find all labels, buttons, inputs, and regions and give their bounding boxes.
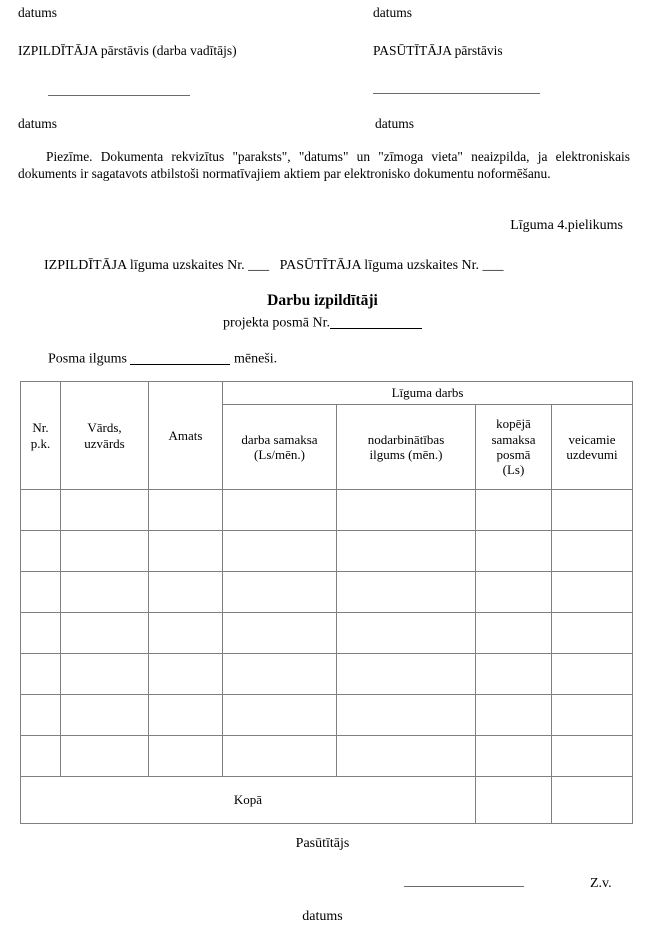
note-paragraph: Piezīme. Dokumenta rekvizītus "paraksts", "datums" un "zīmoga vieta" neaizpilda, ja elektroniskais dokuments ir sagatavots atbilstoši normatīvajiem aktiem par elektronisko dokumentu noformēšanu. <box>18 149 630 182</box>
client-footer-signature-line[interactable] <box>404 886 524 887</box>
cell-total-pay[interactable] <box>476 695 552 736</box>
th-total-pay-line1: kopējā <box>496 416 531 432</box>
cell-tasks[interactable] <box>552 736 633 777</box>
th-total-pay-line4: (Ls) <box>502 462 525 478</box>
table-group-header-row <box>21 382 633 405</box>
cell-wage[interactable] <box>223 572 337 613</box>
cell-total-pay[interactable] <box>476 531 552 572</box>
th-name-line1: Vārds, <box>87 420 122 436</box>
cell-duration[interactable] <box>337 613 476 654</box>
th-total-pay <box>476 405 552 490</box>
cell-total-pay[interactable] <box>476 736 552 777</box>
th-nr-line1: Nr. <box>32 420 49 436</box>
cell-duration[interactable] <box>337 531 476 572</box>
cell-total-pay[interactable] <box>476 613 552 654</box>
cell-nr[interactable] <box>21 736 61 777</box>
cell-position[interactable] <box>149 531 223 572</box>
table-row <box>21 613 633 654</box>
cell-position[interactable] <box>149 613 223 654</box>
cell-position[interactable] <box>149 654 223 695</box>
seal-place-label: Z.v. <box>590 876 612 891</box>
cell-nr[interactable] <box>21 654 61 695</box>
cell-position[interactable] <box>149 490 223 531</box>
stage-length-line <box>48 350 277 367</box>
cell-name[interactable] <box>61 695 149 736</box>
th-total-pay-line2: samaksa <box>491 431 536 447</box>
total-row-label: Kopā <box>21 777 476 824</box>
cell-total-pay[interactable] <box>476 654 552 695</box>
cell-position[interactable] <box>149 695 223 736</box>
stage-length-label: Posma ilgums <box>48 351 127 367</box>
cell-tasks[interactable] <box>552 572 633 613</box>
th-wage-line1: darba samaksa <box>241 431 318 447</box>
cell-wage[interactable] <box>223 490 337 531</box>
cell-name[interactable] <box>61 490 149 531</box>
cell-name[interactable] <box>61 613 149 654</box>
th-nr-line2: p.k. <box>30 435 51 451</box>
cell-nr[interactable] <box>21 695 61 736</box>
cell-tasks[interactable] <box>552 613 633 654</box>
table-row <box>21 654 633 695</box>
stage-length-unit: mēneši. <box>233 351 278 367</box>
cell-total-pay[interactable] <box>476 572 552 613</box>
cell-tasks[interactable] <box>552 654 633 695</box>
table-row <box>21 490 633 531</box>
client-representative-label: PASŪTĪTĀJA pārstāvis <box>373 43 503 58</box>
table-total-row <box>21 777 633 824</box>
cell-duration[interactable] <box>337 654 476 695</box>
cell-name[interactable] <box>61 736 149 777</box>
cell-wage[interactable] <box>223 613 337 654</box>
cell-duration[interactable] <box>337 736 476 777</box>
workers-table <box>20 381 633 824</box>
cell-nr[interactable] <box>21 531 61 572</box>
table-row <box>21 736 633 777</box>
executor-signature-line[interactable] <box>48 95 190 96</box>
executor-contract-number-field[interactable]: ___ <box>248 258 270 273</box>
total-row-tasks[interactable] <box>552 777 633 824</box>
project-stage-label: projekta posmā Nr. <box>223 315 330 331</box>
cell-total-pay[interactable] <box>476 490 552 531</box>
right-bottom-date-label: datums <box>375 116 414 131</box>
cell-nr[interactable] <box>21 613 61 654</box>
client-signature-line[interactable] <box>373 93 540 94</box>
th-contract-work-group: Līguma darbs <box>223 382 633 405</box>
th-duration-line1: nodarbinātības <box>367 431 445 447</box>
cell-duration[interactable] <box>337 490 476 531</box>
cell-wage[interactable] <box>223 531 337 572</box>
left-bottom-date-label: datums <box>18 116 57 131</box>
cell-duration[interactable] <box>337 695 476 736</box>
th-wage <box>223 405 337 490</box>
th-duration <box>337 405 476 490</box>
th-name-line2: uzvārds <box>84 435 125 451</box>
th-total-pay-line3: posmā <box>496 447 531 462</box>
cell-duration[interactable] <box>337 572 476 613</box>
footer-date-label: datums <box>302 909 343 924</box>
th-wage-line2: (Ls/mēn.) <box>254 447 305 462</box>
cell-position[interactable] <box>149 572 223 613</box>
client-footer-label: Pasūtītājs <box>295 836 350 851</box>
table-row <box>21 531 633 572</box>
th-name <box>61 382 149 490</box>
th-duration-line2: ilgums (mēn.) <box>369 447 443 462</box>
th-tasks-line1: veicamie <box>568 431 616 447</box>
stage-length-input[interactable] <box>130 350 230 365</box>
cell-nr[interactable] <box>21 572 61 613</box>
table-row <box>21 572 633 613</box>
cell-tasks[interactable] <box>552 490 633 531</box>
cell-wage[interactable] <box>223 695 337 736</box>
total-row-sum[interactable] <box>476 777 552 824</box>
client-contract-number-label: PASŪTĪTĀJA līguma uzskaites Nr. <box>279 258 480 273</box>
th-tasks <box>552 405 633 490</box>
th-position <box>149 382 223 490</box>
cell-tasks[interactable] <box>552 531 633 572</box>
cell-nr[interactable] <box>21 490 61 531</box>
executor-contract-number-label: IZPILDĪTĀJA līguma uzskaites Nr. <box>44 258 245 273</box>
cell-position[interactable] <box>149 736 223 777</box>
left-top-date-label: datums <box>18 5 57 20</box>
th-position-line1: Amats <box>168 427 203 443</box>
cell-wage[interactable] <box>223 654 337 695</box>
project-stage-input[interactable] <box>330 314 422 329</box>
cell-wage[interactable] <box>223 736 337 777</box>
page-subtitle <box>0 314 645 331</box>
client-contract-number-field[interactable]: ___ <box>482 258 504 273</box>
right-top-date-label: datums <box>373 5 412 20</box>
cell-name[interactable] <box>61 572 149 613</box>
th-tasks-line2: uzdevumi <box>566 447 618 462</box>
page-title: Darbu izpildītāji <box>267 292 378 309</box>
th-nr <box>21 382 61 490</box>
cell-name[interactable] <box>61 654 149 695</box>
table-row <box>21 695 633 736</box>
appendix-label: Līguma 4.pielikums <box>510 218 623 233</box>
executor-representative-label: IZPILDĪTĀJA pārstāvis (darba vadītājs) <box>18 43 237 58</box>
cell-tasks[interactable] <box>552 695 633 736</box>
contract-numbers-line <box>44 258 504 274</box>
cell-name[interactable] <box>61 531 149 572</box>
